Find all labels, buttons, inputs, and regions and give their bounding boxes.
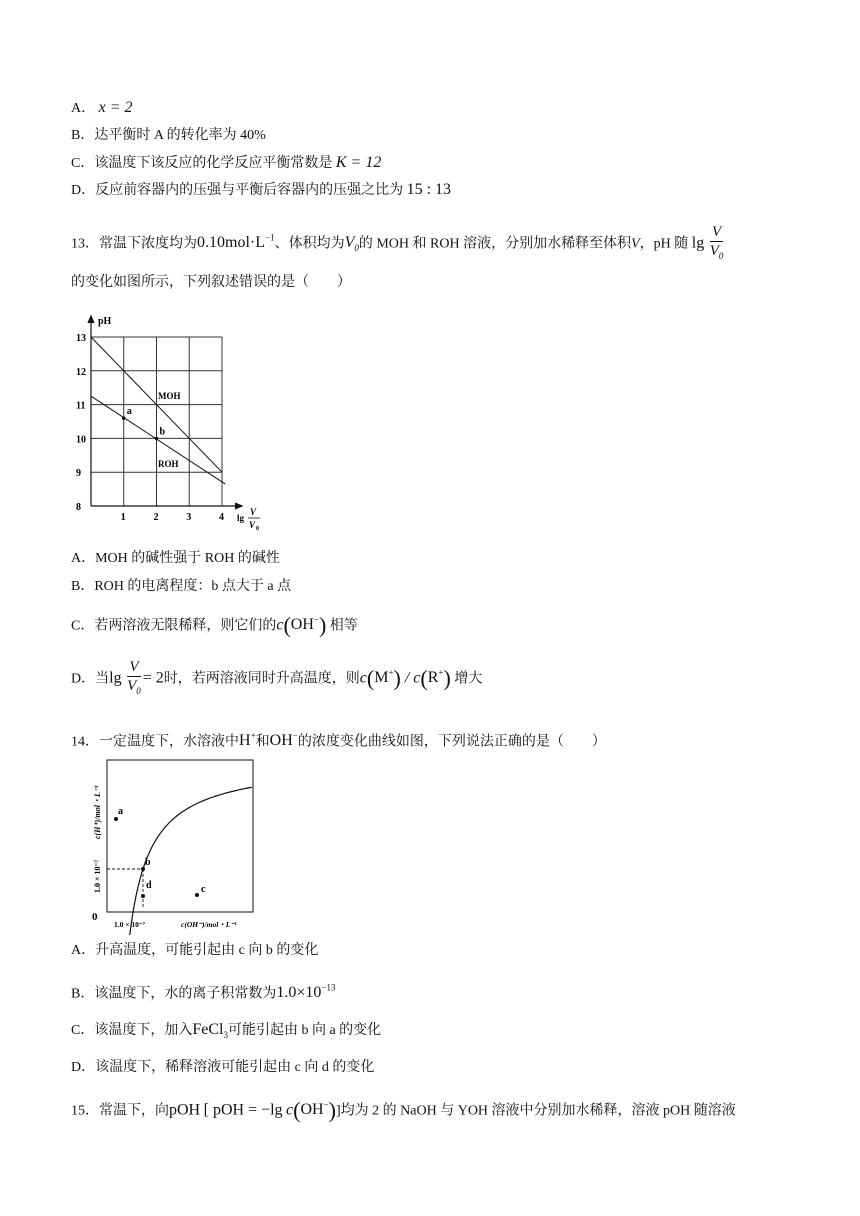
paren-open: ( <box>366 665 375 691</box>
data-point-label-a: a <box>126 406 132 418</box>
y-tick-label: 10 <box>76 434 86 446</box>
q13-option-a: A．MOH 的碱性强于 ROH 的碱性 <box>71 551 280 566</box>
x-label-den-sub: 0 <box>256 526 259 532</box>
q15-stem <box>71 1092 736 1124</box>
v0 <box>344 234 359 254</box>
fraction-denominator <box>710 242 724 265</box>
den-letter: V <box>127 678 137 695</box>
y-axis-label: pH <box>98 316 112 327</box>
y-tick-label: 1.0 × 10⁻⁷ <box>93 859 102 893</box>
q14-option-a: A．升高温度，可能引起由 c 向 b 的变化 <box>71 943 319 958</box>
ion-sup: − <box>313 615 319 625</box>
ion-text: M <box>374 669 389 687</box>
paren-close: ) <box>318 612 327 638</box>
ion-sup: − <box>292 731 298 741</box>
x-tick-label: 1.0 × 10⁻⁷ <box>114 920 146 929</box>
poh-text: pOH <box>169 1101 201 1119</box>
series-line-roh <box>91 396 225 484</box>
poh-definition: [ pOH = −lg <box>203 1101 283 1119</box>
curve <box>110 787 252 935</box>
ion-sup: − <box>323 1100 329 1110</box>
conc-sup: −1 <box>265 233 275 243</box>
conc-value: 0.10mol·L <box>197 234 265 252</box>
chart-points <box>122 406 166 440</box>
ion-sup: + <box>250 731 256 741</box>
q13-stem <box>71 220 725 267</box>
chart-frame <box>107 760 253 912</box>
fraction <box>710 223 724 265</box>
m-ion <box>374 669 393 686</box>
point-a-label: a <box>118 806 123 817</box>
option-text: C．若两溶液无限稀释，则它们的 <box>71 618 277 634</box>
series-label-roh: ROH <box>158 459 179 469</box>
x-axis-label <box>237 507 260 532</box>
origin-label: 0 <box>92 911 98 923</box>
concentration <box>197 234 275 251</box>
series-label-moh: MOH <box>158 391 181 401</box>
v0-letter: V <box>344 234 355 252</box>
q12-option-b: B．达平衡时 A 的转化率为 40% <box>71 128 266 143</box>
q13-option-b: B．ROH 的电离程度：b 点大于 a 点 <box>71 579 292 594</box>
x-tick-label: 2 <box>153 512 159 523</box>
y-tick-label: 11 <box>76 400 86 412</box>
y-tick-label: 13 <box>76 333 86 344</box>
x-tick-label: 3 <box>186 512 192 523</box>
point-c <box>195 884 206 897</box>
c-symbol: c <box>286 1101 294 1119</box>
ion-sup: + <box>438 668 444 678</box>
stem-text: ，pH 随 <box>639 236 689 252</box>
ion-text: OH <box>290 616 314 634</box>
paren-close: ) <box>328 1097 336 1123</box>
ph-dilution-chart <box>68 310 268 535</box>
x-tick-labels <box>121 512 224 523</box>
option-text-end: 相等 <box>329 618 358 634</box>
water-ion-curve-chart <box>80 757 270 935</box>
point-d-label: d <box>146 880 152 891</box>
fecl3 <box>192 1021 228 1041</box>
x-tick-label: 4 <box>219 512 224 523</box>
lg-text: lg <box>691 234 705 252</box>
fraction-numerator: V <box>710 223 724 242</box>
formula-text: FeCl <box>192 1021 224 1038</box>
paren-open: ( <box>293 1097 301 1123</box>
v-letter: V <box>631 236 640 252</box>
c-symbol: c <box>276 616 284 634</box>
den-sub: 0 <box>136 686 141 697</box>
lg-text: lg <box>109 669 122 687</box>
paren-close: ) <box>393 665 401 691</box>
stem-text: 、体积均为 <box>274 236 345 252</box>
y-tick-label: 12 <box>76 366 86 378</box>
q12-option-a <box>71 98 133 119</box>
option-text-end: 可能引起由 b 向 a 的变化 <box>227 1023 382 1038</box>
q14-option-c <box>71 1020 381 1045</box>
divide: / c <box>400 669 421 687</box>
kw-value <box>276 984 335 1001</box>
oh-ion <box>270 732 298 749</box>
oh-ion <box>300 1101 328 1118</box>
ion-text: H <box>239 732 251 750</box>
den-sub: 0 <box>718 251 724 262</box>
data-point-b <box>155 437 159 441</box>
ion-text: OH <box>269 732 293 750</box>
ion-sup: + <box>388 668 394 678</box>
x-axis-label: c(OH⁻)/mol・L⁻¹ <box>181 920 237 929</box>
point-b <box>141 857 151 871</box>
q13-option-d <box>71 653 482 700</box>
chart-grid <box>91 337 222 506</box>
q12-option-c <box>71 153 381 174</box>
option-label: A． <box>71 101 96 116</box>
option-math: x = 2 <box>98 99 133 116</box>
fraction-denominator <box>127 677 141 700</box>
stem-text: 14．一定温度下，水溶液中 <box>71 734 239 750</box>
ion-text: OH <box>300 1101 324 1119</box>
oh-ion <box>291 616 319 633</box>
stem-text: 的浓度变化曲线如图，下列说法正确的是（ ） <box>297 734 606 750</box>
data-point-label-b: b <box>159 426 166 438</box>
option-label: D．当 <box>71 671 110 687</box>
point-a <box>114 806 123 821</box>
fraction <box>127 658 141 700</box>
stem-text: 15．常温下，向 <box>71 1103 169 1119</box>
option-math: K = 12 <box>335 154 382 171</box>
q14-option-d: D．该温度下，稀释溶液可能引起由 c 向 d 的变化 <box>71 1060 375 1075</box>
x-tick-label: 1 <box>120 512 126 523</box>
option-text: 时，若两溶液同时升高温度，则 <box>163 671 360 687</box>
x-label-den: V <box>249 520 256 530</box>
option-text: C．该温度下该反应的化学反应平衡常数是 <box>71 156 333 171</box>
h-ion <box>239 732 256 749</box>
y-tick-label: 9 <box>76 468 81 480</box>
x-axis-arrow <box>235 503 242 509</box>
kw-exponent: −13 <box>321 983 336 993</box>
x-label-num: V <box>250 507 257 517</box>
r-ion <box>428 669 444 686</box>
option-text: C．该温度下，加入 <box>71 1023 193 1038</box>
paren-open: ( <box>283 612 291 638</box>
data-point-a <box>122 416 126 420</box>
y-axis-label: c(H⁺)/mol・L⁻¹ <box>93 785 102 839</box>
ion-text: R <box>427 669 439 687</box>
kw-base: 1.0×10 <box>276 984 322 1002</box>
paren-open: ( <box>420 665 428 691</box>
x-label-lg: lg <box>237 513 245 523</box>
option-text: B．该温度下，水的离子积常数为 <box>71 986 277 1002</box>
v0-sub: 0 <box>354 243 359 254</box>
stem-text: 和 <box>255 734 270 750</box>
fraction-numerator: V <box>127 658 141 677</box>
q12-option-d <box>71 180 451 201</box>
option-text: D．反应前容器内的压强与平衡后容器内的压强之比为 <box>71 183 404 198</box>
y-axis-arrow <box>88 316 94 323</box>
option-math: 15 : 13 <box>406 181 452 198</box>
q14-option-b <box>71 978 335 1004</box>
equation: = 2 <box>142 669 164 687</box>
q13-stem-line2: 的变化如图所示，下列叙述错误的是（ ） <box>71 275 351 290</box>
point-b-label: b <box>145 857 151 868</box>
stem-text: 13．常温下浓度均为 <box>71 236 197 252</box>
q14-stem <box>71 726 606 752</box>
point-c-label: c <box>201 884 206 895</box>
stem-text: 的 MOH 和 ROH 溶液，分别加水稀释至体积 <box>358 236 632 252</box>
formula-sub: 3 <box>223 1030 228 1041</box>
q13-option-c <box>71 607 358 639</box>
option-text-end: 增大 <box>454 671 483 687</box>
y-tick-label: 8 <box>76 502 81 513</box>
y-tick-labels <box>76 333 86 513</box>
den-letter: V <box>709 243 719 260</box>
stem-text: ]均为 2 的 NaOH 与 YOH 溶液中分别加水稀释，溶液 pOH 随溶液 <box>336 1103 736 1119</box>
paren-close: ) <box>443 665 451 691</box>
c-symbol: c <box>359 669 367 687</box>
